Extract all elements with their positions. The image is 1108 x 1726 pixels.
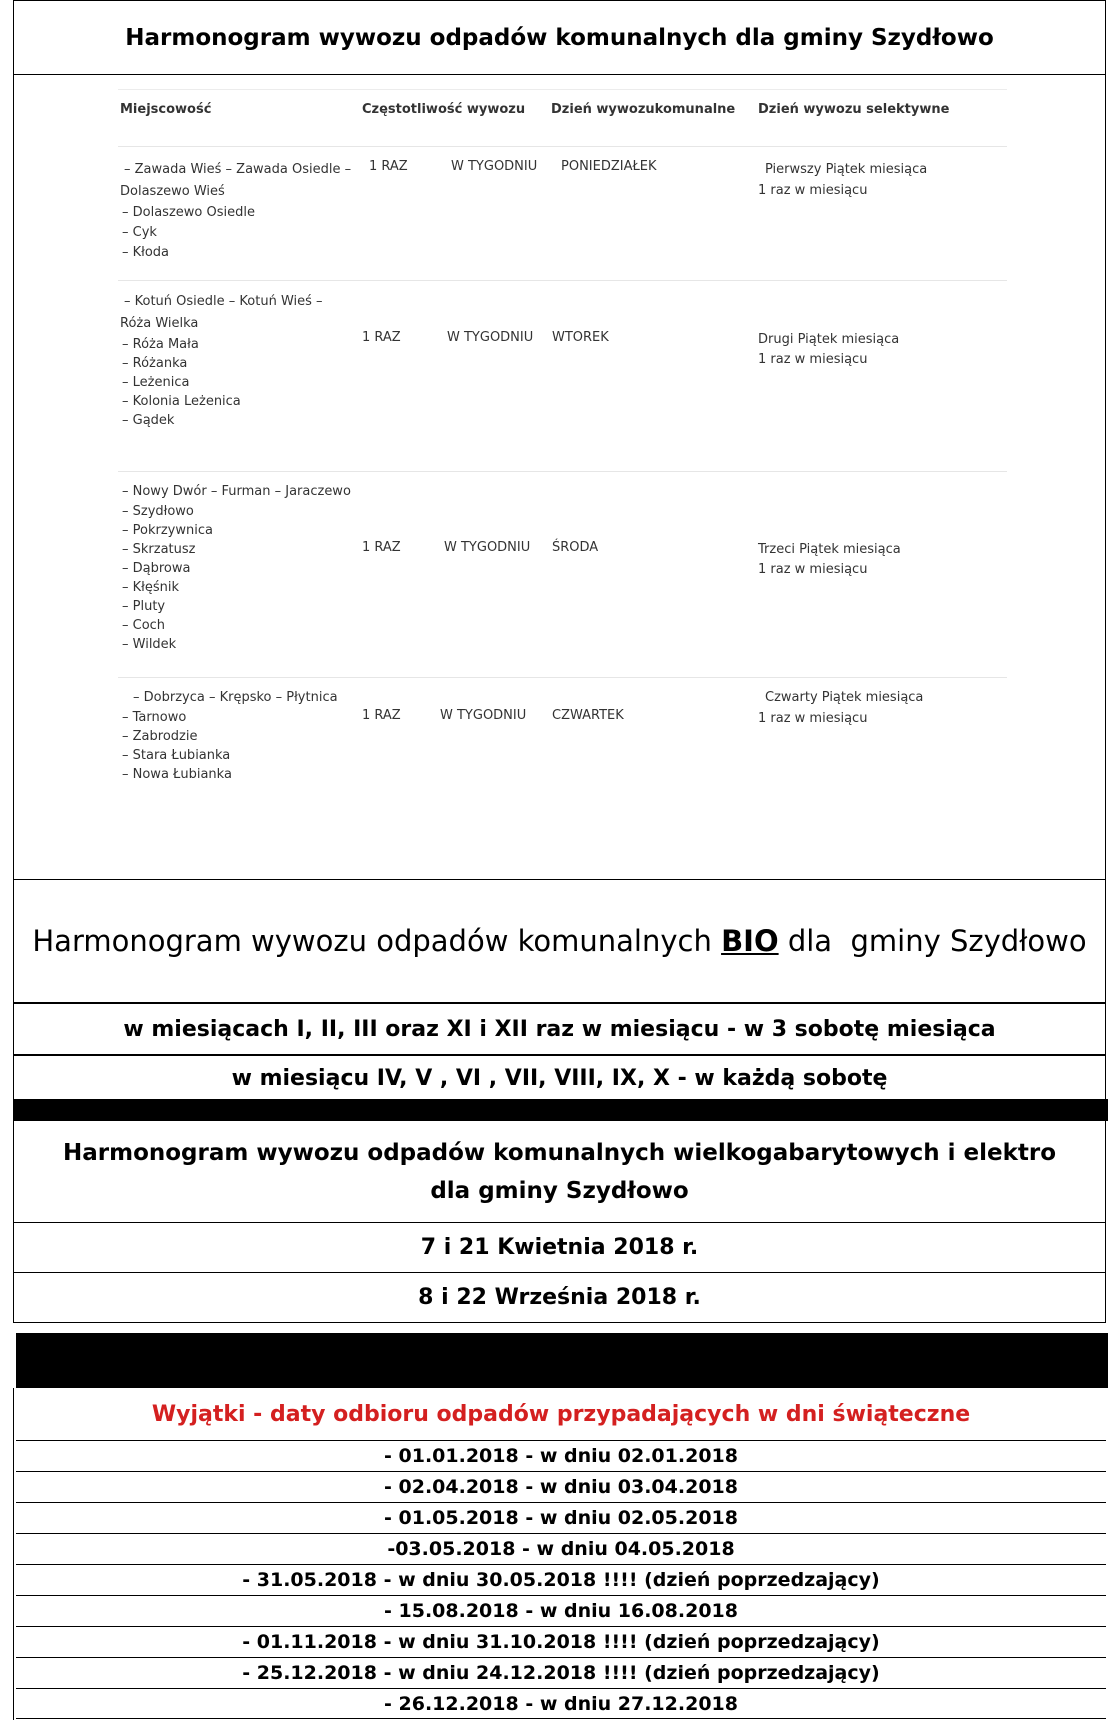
exception-row: - 01.11.2018 - w dniu 31.10.2018 !!!! (dzień poprzedzający) — [16, 1626, 1106, 1657]
location-item: – Kłęśnik — [122, 580, 180, 595]
location-item: – Nowy Dwór – Furman – Jaraczewo — [122, 484, 351, 499]
holiday-exceptions-title: Wyjątki - daty odbioru odpadów przypadających w dni świąteczne — [151, 1401, 971, 1427]
location-item: – Kolonia Leżenica — [122, 394, 241, 409]
location-item: – Dobrzyca – Krępsko – Płytnica — [133, 690, 338, 705]
frequency-period: W TYGODNIU — [447, 330, 534, 345]
location-item: – Coch — [122, 618, 166, 633]
exceptions-left-border — [13, 1388, 14, 1720]
selective-cell — [758, 540, 901, 580]
bio-title-prefix: Harmonogram wywozu odpadów komunalnych — [32, 924, 722, 958]
selective-frequency: 1 raz w miesiącu — [758, 562, 868, 577]
location-item: – Kotuń Osiedle – Kotuń Wieś – — [124, 294, 323, 309]
selective-frequency: 1 raz w miesiącu — [758, 183, 868, 198]
exception-row: - 01.05.2018 - w dniu 02.05.2018 — [16, 1502, 1106, 1533]
exception-row: - 15.08.2018 - w dniu 16.08.2018 — [16, 1595, 1106, 1626]
bulky-date-april: 7 i 21 Kwietnia 2018 r. — [13, 1222, 1106, 1273]
bio-title-suffix: dla gminy Szydłowo — [778, 924, 1087, 958]
location-item: – Stara Łubianka — [122, 748, 231, 763]
collection-day: CZWARTEK — [552, 708, 624, 723]
header-location: Miejscowość — [120, 102, 212, 117]
frequency-period: W TYGODNIU — [440, 708, 527, 723]
collection-day: PONIEDZIAŁEK — [561, 159, 657, 174]
location-item: – Tarnowo — [122, 710, 187, 725]
locations-cell — [120, 481, 351, 654]
bio-title-keyword: BIO — [721, 924, 779, 958]
selective-cell — [758, 687, 923, 729]
location-item: – Różanka — [122, 356, 188, 371]
header-frequency: Częstotliwość wywozu — [362, 102, 526, 117]
location-item: – Gądek — [122, 413, 175, 428]
header-day-selective: Dzień wywozu selektywne — [758, 102, 950, 117]
bulky-date-september: 8 i 22 Września 2018 r. — [13, 1272, 1106, 1323]
location-item: – Szydłowo — [122, 504, 194, 519]
frequency-period: W TYGODNIU — [451, 159, 538, 174]
table-row — [118, 677, 1007, 798]
table-row — [118, 280, 1007, 472]
location-item: – Pluty — [122, 599, 166, 614]
exception-row: - 26.12.2018 - w dniu 27.12.2018 — [16, 1688, 1106, 1719]
table-row — [118, 471, 1007, 678]
bulky-title-line2: dla gminy Szydłowo — [430, 1177, 689, 1204]
section-divider — [13, 1099, 1108, 1121]
location-item: – Leżenica — [122, 375, 190, 390]
locations-cell — [120, 159, 351, 263]
location-item: – Róża Mała — [122, 337, 199, 352]
location-item: Dolaszewo Wieś — [120, 184, 225, 199]
location-item: – Cyk — [122, 225, 157, 240]
bio-schedule-title — [13, 879, 1106, 1003]
location-item: – Pokrzywnica — [122, 523, 213, 538]
frequency-times: 1 RAZ — [362, 330, 401, 345]
selective-day: Drugi Piątek miesiąca — [758, 332, 900, 347]
bulky-schedule-title — [13, 1121, 1106, 1222]
selective-cell — [758, 159, 927, 201]
location-item: – Dolaszewo Osiedle — [122, 205, 255, 220]
municipal-schedule-body — [13, 75, 1106, 879]
header-day-municipal: Dzień wywozukomunalne — [551, 102, 736, 117]
frequency-times: 1 RAZ — [362, 708, 401, 723]
collection-day: ŚRODA — [552, 540, 599, 555]
location-item: – Zawada Wieś – Zawada Osiedle – — [124, 162, 352, 177]
bulky-title-line1: Harmonogram wywozu odpadów komunalnych wielkogabarytowych i elektro — [62, 1139, 1057, 1166]
frequency-period: W TYGODNIU — [444, 540, 531, 555]
selective-day: Pierwszy Piątek miesiąca — [765, 162, 928, 177]
exception-row: - 31.05.2018 - w dniu 30.05.2018 !!!! (dzień poprzedzający) — [16, 1564, 1106, 1595]
selective-frequency: 1 raz w miesiącu — [758, 352, 868, 367]
locations-cell — [120, 291, 323, 430]
bio-summer-schedule: w miesiącu IV, V , VI , VII, VIII, IX, X - w każdą sobotę — [13, 1055, 1106, 1100]
locations-cell — [120, 687, 338, 784]
collection-day: WTOREK — [552, 330, 609, 345]
bio-winter-schedule: w miesiącach I, II, III oraz XI i XII raz w miesiącu - w 3 sobotę miesiąca — [13, 1003, 1106, 1055]
selective-day: Trzeci Piątek miesiąca — [758, 542, 901, 557]
exception-row: - 25.12.2018 - w dniu 24.12.2018 !!!! (dzień poprzedzający) — [16, 1657, 1106, 1688]
municipal-schedule-title: Harmonogram wywozu odpadów komunalnych dla gminy Szydłowo — [13, 0, 1106, 75]
table-row — [118, 146, 1007, 281]
selective-cell — [758, 330, 899, 370]
location-item: Róża Wielka — [120, 316, 199, 331]
section-divider — [16, 1333, 1108, 1388]
location-item: – Kłoda — [122, 245, 170, 260]
selective-day: Czwarty Piątek miesiąca — [765, 690, 924, 705]
location-item: – Skrzatusz — [122, 542, 196, 557]
exception-row: - 01.01.2018 - w dniu 02.01.2018 — [16, 1440, 1106, 1471]
frequency-times: 1 RAZ — [362, 540, 401, 555]
selective-frequency: 1 raz w miesiącu — [758, 711, 868, 726]
location-item: – Dąbrowa — [122, 561, 191, 576]
exception-row: -03.05.2018 - w dniu 04.05.2018 — [16, 1533, 1106, 1564]
exception-row: - 02.04.2018 - w dniu 03.04.2018 — [16, 1471, 1106, 1502]
frequency-times: 1 RAZ — [369, 159, 408, 174]
location-item: – Nowa Łubianka — [122, 767, 232, 782]
location-item: – Wildek — [122, 637, 177, 652]
location-item: – Zabrodzie — [122, 729, 198, 744]
table-header — [118, 89, 1007, 149]
